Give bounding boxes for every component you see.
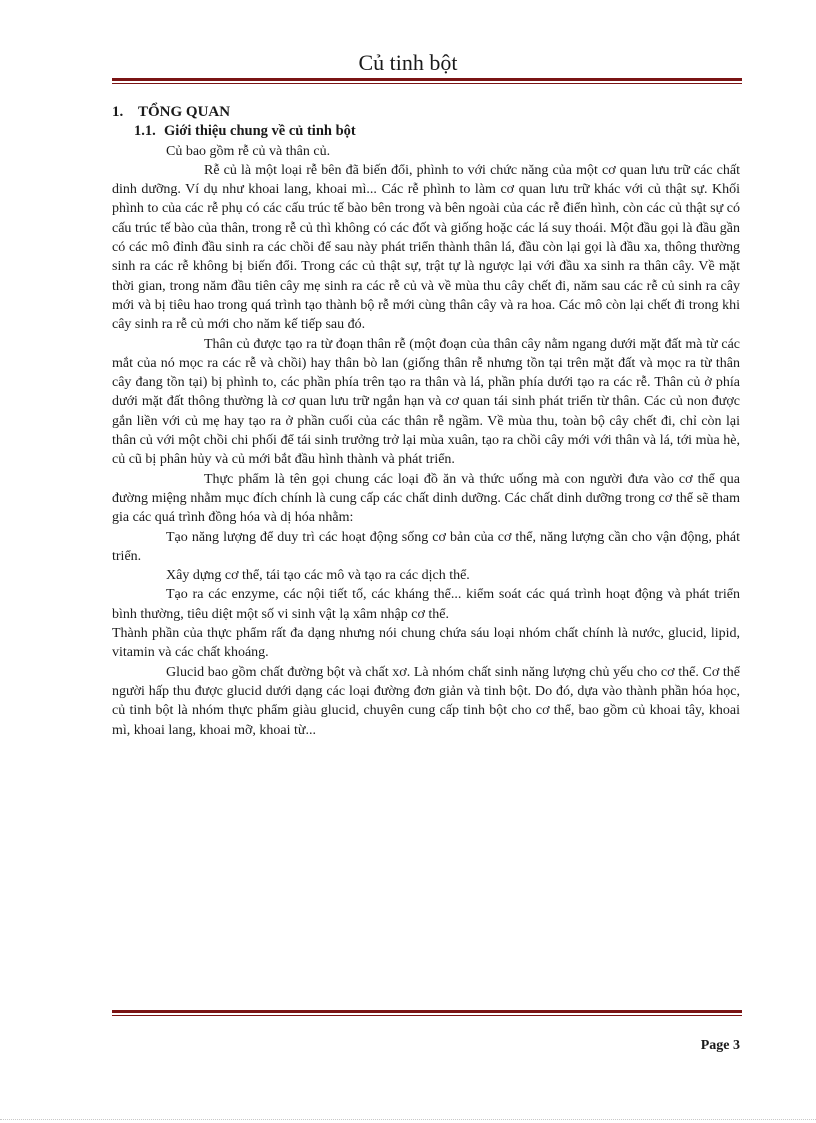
paragraph-food-composition: Thành phần của thực phẩm rất đa dạng nhưng nói chung chứa sáu loại nhóm chất chính là nước, glucid, lipid, vitamin và các chất khoáng. [112,626,740,661]
paragraph-root-tuber: Rễ củ là một loại rễ bên đã biến đổi, phình to với chức năng của một cơ quan lưu trữ các chất dinh dưỡng. Ví dụ như khoai lang, khoai mì... Các rễ phình to làm cơ quan lưu trữ khác với củ thật sự. Khối phình to của các rễ phụ có các cấu trúc tế bào bên trong và bên ngoài của các rễ điển hình, còn các củ thật sự có cấu trúc tế bào của thân, trong rễ củ thì không có các đốt và giống hoặc các lá suy thoái. Một đầu gọi là đầu gần có các mô đỉnh đầu sinh ra các chồi để sau này phát triển thành thân lá, đầu còn lại gọi là đầu xa, thông thường sinh ra các rễ không bị biến đổi. Trong các củ thật sự, trật tự là ngược lại với đầu xa sinh ra thân cây. Về mặt thời gian, trong năm đầu tiên cây mẹ sinh ra các rễ củ và về mùa thu cây chết đi, năm sau các rễ củ sinh ra cây mới và bị tiêu hao trong quá trình tạo thành bộ rễ mới cùng thân cây và ra hoa. Các mô còn lại chết đi trong khi cây sinh ra rễ củ mới cho năm kế tiếp sau đó. [112,162,740,333]
document-body [112,103,740,740]
section-heading-1 [112,103,740,122]
list-item-enzyme: Tạo ra các enzyme, các nội tiết tố, các kháng thể... kiểm soát các quá trình hoạt động và phát triển bình thường, tiêu diệt một số vi sinh vật lạ xâm nhập cơ thể. [112,587,740,622]
paragraph-glucid: Glucid bao gồm chất đường bột và chất xơ. Là nhóm chất sinh năng lượng chủ yếu cho cơ thể. Cơ thể người hấp thu được glucid dưới dạng các loại đường đơn giản và tinh bột. Do đó, dựa vào thành phần hóa học, củ tinh bột là nhóm thực phẩm giàu glucid, chuyên cung cấp tinh bột cho cơ thể, bao gồm củ khoai tây, khoai mì, khoai lang, khoai mỡ, khoai từ... [112,664,740,738]
list-item-energy: Tạo năng lượng để duy trì các hoạt động sống cơ bản của cơ thể, năng lượng cần cho vận động, phát triển. [112,529,740,564]
subsection-heading-1-1 [134,122,740,141]
list-item-build-body: Xây dựng cơ thể, tái tạo các mô và tạo ra các dịch thể. [166,568,470,584]
page-number: Page 3 [700,1038,740,1053]
header-divider [112,78,742,84]
page-edge-dotted-line [0,1119,816,1120]
footer-divider [112,1010,742,1016]
paragraph-food-definition: Thực phẩm là tên gọi chung các loại đồ ăn và thức uống mà con người đưa vào cơ thể qua đường miệng nhằm mục đích chính là cung cấp các chất dinh dưỡng. Các chất dinh dưỡng trong cơ thể sẽ tham gia các quá trình đồng hóa và dị hóa nhằm: [112,471,740,526]
paragraph-intro: Củ bao gồm rễ củ và thân củ. [166,143,331,159]
document-header-title: Củ tinh bột [358,50,458,75]
subsection-title: Giới thiệu chung về củ tinh bột [164,123,356,140]
paragraph-stem-tuber: Thân củ được tạo ra từ đoạn thân rễ (một đoạn của thân cây nằm ngang dưới mặt đất mà từ các mắt của nó mọc ra các rễ và chồi) hay thân bò lan (giống thân rễ nhưng tồn tại trên mặt đất và mọc ra từ thân cây đang tồn tại) bị phình to, các phần phía trên tạo ra thân và lá, phần phía dưới tạo ra các rễ. Thân củ ở phía dưới mặt đất thông thường là cơ quan lưu trữ ngắn hạn và cơ quan tái sinh phát triển từ thân. Các củ non được gắn liền với củ mẹ hay tạo ra ở phần cuối của các thân rễ ngầm. Về mùa thu, toàn bộ cây chết đi, chỉ còn lại thân củ với một chồi chi phối để tái sinh trưởng trở lại mùa xuân, tạo ra chồi cây mới với thân và lá, tới mùa hè, củ cũ bị phân hủy và củ mới bắt đầu hình thành và phát triển. [112,336,740,468]
section-number: 1. [112,104,124,120]
section-title: TỔNG QUAN [138,104,231,120]
subsection-number: 1.1. [134,123,156,140]
